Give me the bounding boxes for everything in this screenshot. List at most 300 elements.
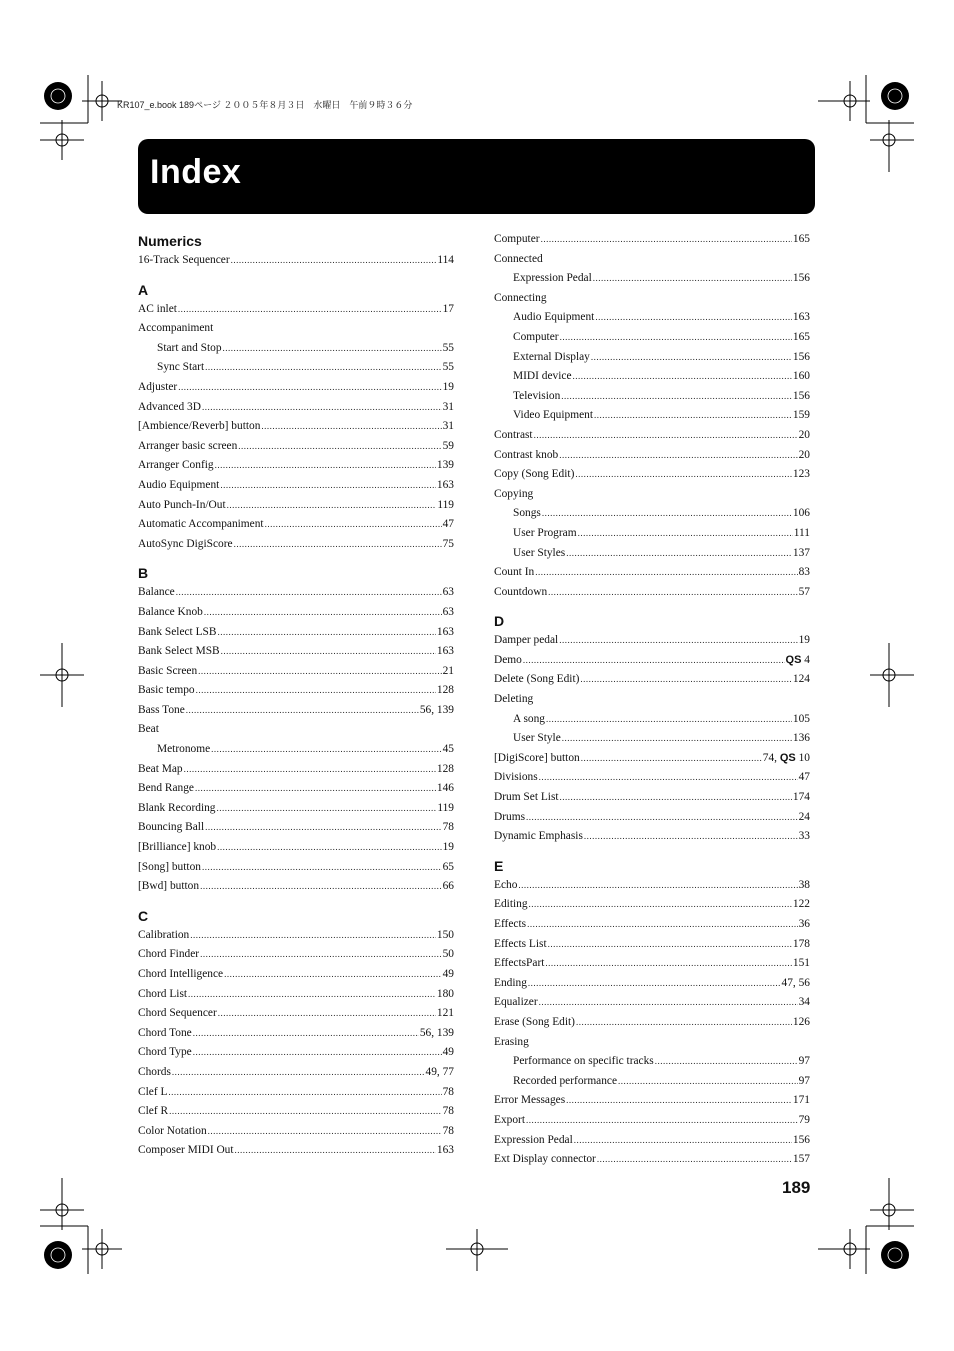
index-entry-term: Erasing bbox=[494, 1035, 529, 1048]
index-entry-term: Clef R bbox=[138, 1105, 169, 1118]
index-entry bbox=[494, 670, 810, 690]
index-entry-term: Chord Type bbox=[138, 1046, 192, 1059]
dot-leader bbox=[580, 670, 791, 690]
index-entry-page: 36 bbox=[798, 918, 810, 930]
dot-leader bbox=[529, 895, 792, 915]
dot-leader bbox=[535, 563, 797, 583]
dot-leader bbox=[575, 465, 792, 485]
index-entry-page: 106 bbox=[792, 507, 810, 520]
index-entry-term: Countdown bbox=[494, 585, 548, 598]
index-entry bbox=[494, 504, 810, 524]
index-entry-page: 136 bbox=[792, 732, 810, 745]
index-entry-page: 171 bbox=[792, 1094, 810, 1107]
dot-leader bbox=[172, 1063, 425, 1083]
index-entry bbox=[138, 535, 454, 555]
index-entry-page: 33 bbox=[798, 830, 810, 843]
dot-leader bbox=[576, 1013, 792, 1033]
index-entry bbox=[138, 515, 454, 535]
index-entry bbox=[138, 378, 454, 398]
dot-leader bbox=[265, 515, 442, 535]
index-entry-term: Ending bbox=[494, 976, 527, 989]
dot-leader bbox=[578, 524, 793, 544]
dot-leader bbox=[584, 827, 798, 847]
dot-leader bbox=[562, 729, 792, 749]
index-entry-term: Recorded performance bbox=[513, 1074, 618, 1087]
dot-leader bbox=[581, 749, 762, 769]
index-entry-term: Export bbox=[494, 1113, 526, 1126]
index-entry-page: 24 bbox=[798, 810, 810, 823]
index-column-right bbox=[494, 230, 810, 1170]
index-entry bbox=[138, 779, 454, 799]
index-entry-page: 139 bbox=[436, 459, 454, 472]
index-entry-page: 123 bbox=[792, 468, 810, 481]
index-entry bbox=[138, 251, 454, 271]
index-entry bbox=[494, 544, 810, 564]
file-header-text: KR107_e.book 189ページ ２００５年８月３日 水曜日 午前９時３６分 bbox=[117, 100, 413, 110]
index-entry bbox=[494, 1072, 810, 1092]
index-entry-term: Drum Set List bbox=[494, 791, 559, 804]
index-entry bbox=[494, 426, 810, 446]
dot-leader bbox=[591, 348, 792, 368]
index-entry-term: Contrast bbox=[494, 428, 533, 441]
dot-leader bbox=[190, 926, 436, 946]
index-entry-page: 34 bbox=[798, 996, 810, 1009]
index-entry bbox=[138, 1083, 454, 1103]
index-entry bbox=[494, 406, 810, 426]
index-entry-page: 121 bbox=[436, 1007, 454, 1020]
index-entry-page: 119 bbox=[437, 801, 454, 814]
dot-leader bbox=[573, 367, 792, 387]
index-entry bbox=[494, 583, 810, 603]
section-heading: D bbox=[494, 613, 505, 630]
dot-leader bbox=[534, 426, 798, 446]
index-entry-page: 55 bbox=[442, 341, 454, 354]
index-entry-page: 111 bbox=[793, 526, 810, 539]
dot-leader bbox=[205, 818, 441, 838]
index-entry bbox=[138, 319, 454, 339]
index-entry bbox=[494, 289, 810, 309]
index-entry bbox=[138, 945, 454, 965]
dot-leader bbox=[168, 1083, 441, 1103]
index-entry bbox=[138, 1102, 454, 1122]
index-entry-term: Chord Sequencer bbox=[138, 1007, 217, 1020]
index-entry-page: 31 bbox=[442, 400, 454, 413]
quick-start-label: QS bbox=[785, 653, 802, 666]
index-entry-page: 56, 139 bbox=[419, 1026, 454, 1039]
index-entry-term: AC inlet bbox=[138, 302, 177, 315]
section-heading: Numerics bbox=[138, 233, 202, 249]
index-entry-term: Connected bbox=[494, 252, 543, 265]
dot-leader bbox=[215, 456, 436, 476]
dot-leader bbox=[208, 1122, 442, 1142]
index-entry-term: Chord Tone bbox=[138, 1026, 192, 1039]
index-entry bbox=[138, 740, 454, 760]
index-entry-page: 163 bbox=[436, 625, 454, 638]
index-entry-term: Blank Recording bbox=[138, 801, 216, 814]
section-heading: E bbox=[494, 857, 504, 874]
index-entry bbox=[494, 446, 810, 466]
index-entry bbox=[494, 367, 810, 387]
index-entry bbox=[138, 603, 454, 623]
dot-leader bbox=[546, 710, 792, 730]
section-heading: B bbox=[138, 565, 149, 582]
index-entry-term: Composer MIDI Out bbox=[138, 1144, 234, 1157]
index-entry-page: 160 bbox=[792, 370, 810, 383]
index-entry bbox=[138, 496, 454, 516]
index-entry-page: 19 bbox=[442, 841, 454, 854]
index-entry-page: 128 bbox=[436, 762, 454, 775]
index-entry bbox=[138, 1141, 454, 1161]
dot-leader bbox=[231, 251, 437, 271]
dot-leader bbox=[618, 1072, 798, 1092]
index-entry-page: 45 bbox=[442, 743, 454, 756]
index-entry bbox=[138, 476, 454, 496]
dot-leader bbox=[541, 230, 792, 250]
dot-leader bbox=[527, 915, 798, 935]
index-entry bbox=[494, 1131, 810, 1151]
index-entry bbox=[494, 1013, 810, 1033]
dot-leader bbox=[234, 535, 442, 555]
index-entry-term: Expression Pedal bbox=[494, 1133, 573, 1146]
dot-leader bbox=[593, 269, 792, 289]
index-entry-page: 159 bbox=[792, 409, 810, 422]
dot-leader bbox=[198, 662, 441, 682]
index-entry bbox=[494, 1033, 810, 1053]
dot-leader bbox=[200, 877, 442, 897]
index-entry bbox=[494, 485, 810, 505]
index-entry-term: Balance Knob bbox=[138, 605, 203, 618]
index-entry-page: 78 bbox=[442, 821, 454, 834]
index-entry-page: 55 bbox=[442, 361, 454, 374]
index-entry-term: Performance on specific tracks bbox=[513, 1055, 654, 1068]
index-entry bbox=[494, 915, 810, 935]
index-entry bbox=[494, 631, 810, 651]
index-entry-term: Ext Display connector bbox=[494, 1153, 596, 1166]
index-entry-page: QS 4 bbox=[785, 653, 810, 666]
dot-leader bbox=[566, 544, 792, 564]
index-entry bbox=[494, 690, 810, 710]
index-entry bbox=[138, 1063, 454, 1083]
dot-leader bbox=[223, 339, 442, 359]
index-entry-term: [Song] button bbox=[138, 860, 201, 873]
dot-leader bbox=[211, 740, 441, 760]
dot-leader bbox=[539, 993, 798, 1013]
index-entry bbox=[494, 1111, 810, 1131]
dot-leader bbox=[560, 328, 792, 348]
index-entry bbox=[494, 250, 810, 270]
index-entry-page: 163 bbox=[436, 1144, 454, 1157]
index-entry-page: 66 bbox=[442, 880, 454, 893]
dot-leader bbox=[526, 1111, 798, 1131]
index-entry-page: 156 bbox=[792, 389, 810, 402]
index-entry-page: 63 bbox=[442, 586, 454, 599]
index-entry bbox=[138, 623, 454, 643]
index-entry bbox=[138, 1004, 454, 1024]
index-entry-term: Erase (Song Edit) bbox=[494, 1015, 575, 1028]
index-entry bbox=[138, 398, 454, 418]
index-entry-term: [DigiScore] button bbox=[494, 751, 580, 764]
index-entry-term: Computer bbox=[513, 330, 559, 343]
index-entry-page: 114 bbox=[437, 254, 454, 266]
index-entry bbox=[138, 701, 454, 721]
index-entry-term: Copy (Song Edit) bbox=[494, 468, 575, 481]
index-entry bbox=[138, 877, 454, 897]
index-entry bbox=[494, 993, 810, 1013]
index-entry-term: Balance bbox=[138, 586, 175, 599]
index-entry-term: MIDI device bbox=[513, 370, 572, 383]
index-entry-term: Metronome bbox=[157, 743, 211, 756]
page-title: Index bbox=[150, 153, 242, 191]
index-entry bbox=[138, 799, 454, 819]
index-entry-term: Arranger Config bbox=[138, 459, 214, 472]
index-entry bbox=[138, 858, 454, 878]
index-entry-page: 122 bbox=[792, 898, 810, 911]
index-entry bbox=[494, 729, 810, 749]
index-entry bbox=[494, 974, 810, 994]
dot-leader bbox=[574, 1131, 792, 1151]
index-entry-page: 150 bbox=[436, 928, 454, 941]
index-entry-page: 157 bbox=[792, 1153, 810, 1166]
index-entry bbox=[494, 269, 810, 289]
index-entry-page: 156 bbox=[792, 272, 810, 285]
index-entry-term: [Ambience/Reverb] button bbox=[138, 420, 261, 433]
index-entry-term: [Brilliance] knob bbox=[138, 841, 217, 854]
index-entry-term: [Bwd] button bbox=[138, 880, 200, 893]
index-entry-term: Calibration bbox=[138, 928, 190, 941]
index-entry bbox=[494, 895, 810, 915]
dot-leader bbox=[200, 945, 442, 965]
index-entry-term: Video Equipment bbox=[513, 409, 593, 422]
dot-leader bbox=[217, 838, 441, 858]
index-entry-term: Editing bbox=[494, 898, 528, 911]
dot-leader bbox=[193, 1024, 419, 1044]
index-entry bbox=[494, 788, 810, 808]
index-entry bbox=[138, 926, 454, 946]
index-entry-page: 151 bbox=[792, 957, 810, 970]
index-entry-term: Arranger basic screen bbox=[138, 439, 238, 452]
dot-leader bbox=[193, 1043, 442, 1063]
dot-leader bbox=[202, 858, 442, 878]
dot-leader bbox=[528, 974, 781, 994]
index-entry-page: 17 bbox=[442, 302, 454, 315]
index-entry bbox=[138, 1122, 454, 1142]
index-entry bbox=[494, 808, 810, 828]
dot-leader bbox=[221, 642, 436, 662]
index-entry-term: Audio Equipment bbox=[138, 478, 220, 491]
index-entry-term: Bend Range bbox=[138, 782, 194, 795]
dot-leader bbox=[178, 378, 441, 398]
index-entry-page: 97 bbox=[798, 1055, 810, 1068]
index-entry-term: Bank Select LSB bbox=[138, 625, 217, 638]
index-entry bbox=[138, 760, 454, 780]
index-entry-term: 16-Track Sequencer bbox=[138, 254, 230, 266]
index-entry bbox=[138, 681, 454, 701]
index-entry bbox=[138, 417, 454, 437]
index-entry-term: Bouncing Ball bbox=[138, 821, 205, 834]
dot-leader bbox=[526, 808, 798, 828]
dot-leader bbox=[217, 623, 435, 643]
dot-leader bbox=[186, 701, 419, 721]
index-entry-page: 56, 139 bbox=[419, 703, 454, 716]
index-entry-page: 78 bbox=[442, 1105, 454, 1118]
index-entry-term: Bank Select MSB bbox=[138, 645, 220, 658]
index-entry bbox=[494, 651, 810, 671]
index-entry-term: Adjuster bbox=[138, 380, 178, 393]
index-entry-page: 78 bbox=[442, 1124, 454, 1137]
dot-leader bbox=[559, 631, 797, 651]
index-entry bbox=[494, 563, 810, 583]
index-entry-page: 38 bbox=[798, 878, 810, 891]
index-entry-term: Contrast knob bbox=[494, 448, 559, 461]
dot-leader bbox=[597, 1150, 792, 1170]
index-entry bbox=[138, 456, 454, 476]
index-entry-page: 156 bbox=[792, 350, 810, 363]
index-entry-term: Effects List bbox=[494, 937, 547, 950]
index-entry-page: 59 bbox=[442, 439, 454, 452]
index-entry-page: 20 bbox=[798, 428, 810, 441]
index-entry bbox=[138, 838, 454, 858]
index-entry-term: Echo bbox=[494, 878, 518, 891]
index-entry bbox=[494, 1091, 810, 1111]
dot-leader bbox=[539, 768, 798, 788]
index-entry-term: Advanced 3D bbox=[138, 400, 201, 413]
index-entry-term: Count In bbox=[494, 566, 535, 579]
index-entry-term: Drums bbox=[494, 810, 526, 823]
index-entry bbox=[494, 876, 810, 896]
index-entry-term: Accompaniment bbox=[138, 322, 214, 335]
index-entry-page: 47 bbox=[798, 771, 810, 784]
index-entry-page: 20 bbox=[798, 448, 810, 461]
index-entry-page: 49 bbox=[442, 1046, 454, 1059]
dot-leader bbox=[238, 437, 441, 457]
index-entry bbox=[494, 1150, 810, 1170]
quick-start-label: QS bbox=[779, 751, 796, 764]
dot-leader bbox=[655, 1052, 798, 1072]
index-entry bbox=[138, 1024, 454, 1044]
index-entry bbox=[494, 465, 810, 485]
dot-leader bbox=[261, 417, 441, 437]
index-entry-term: Expression Pedal bbox=[513, 272, 592, 285]
index-entry-page: 79 bbox=[798, 1113, 810, 1126]
dot-leader bbox=[217, 799, 437, 819]
index-entry bbox=[138, 965, 454, 985]
dot-leader bbox=[169, 1102, 442, 1122]
index-entry-term: Demo bbox=[494, 653, 522, 666]
index-entry-term: Effects bbox=[494, 918, 527, 930]
index-entry-page: 50 bbox=[442, 948, 454, 961]
index-entry-page: 124 bbox=[792, 673, 810, 686]
index-entry-term: Basic Screen bbox=[138, 664, 198, 677]
index-entry-term: Color Notation bbox=[138, 1124, 207, 1137]
index-entry-page: 21 bbox=[442, 664, 454, 677]
index-entry-page: 57 bbox=[798, 585, 810, 598]
index-entry bbox=[138, 642, 454, 662]
index-entry-page: 49 bbox=[442, 968, 454, 980]
dot-leader bbox=[561, 387, 792, 407]
index-entry bbox=[494, 768, 810, 788]
index-entry-term: Delete (Song Edit) bbox=[494, 673, 580, 686]
index-entry bbox=[138, 437, 454, 457]
index-entry-term: Chords bbox=[138, 1065, 171, 1078]
dot-leader bbox=[595, 308, 792, 328]
index-entry bbox=[494, 328, 810, 348]
index-entry-page: 146 bbox=[436, 782, 454, 795]
index-entry-page: 47, 56 bbox=[781, 976, 810, 989]
index-entry-term: Damper pedal bbox=[494, 634, 559, 647]
index-entry-page: 163 bbox=[436, 645, 454, 658]
index-entry-page: 156 bbox=[792, 1133, 810, 1146]
index-entry-page: 78 bbox=[442, 1085, 454, 1098]
index-entry-page: 165 bbox=[792, 233, 810, 245]
index-entry-page: 83 bbox=[798, 566, 810, 579]
dot-leader bbox=[224, 965, 442, 985]
dot-leader bbox=[523, 651, 785, 671]
index-entry-term: Clef L bbox=[138, 1085, 168, 1098]
index-entry bbox=[494, 308, 810, 328]
dot-leader bbox=[195, 779, 436, 799]
index-entry-term: User Program bbox=[513, 526, 577, 539]
index-entry bbox=[138, 300, 454, 320]
index-entry bbox=[494, 749, 810, 769]
dot-leader bbox=[548, 583, 797, 603]
dot-leader bbox=[220, 476, 436, 496]
index-entry-page: 137 bbox=[792, 546, 810, 559]
dot-leader bbox=[178, 300, 442, 320]
index-entry-page: 163 bbox=[792, 311, 810, 324]
dot-leader bbox=[560, 788, 792, 808]
index-entry-page: 75 bbox=[442, 537, 454, 550]
index-entry-term: Dynamic Emphasis bbox=[494, 830, 583, 843]
index-entry bbox=[138, 985, 454, 1005]
dot-leader bbox=[235, 1141, 436, 1161]
index-entry-page: 63 bbox=[442, 605, 454, 618]
dot-leader bbox=[227, 496, 437, 516]
dot-leader bbox=[518, 876, 797, 896]
index-entry-page: 165 bbox=[792, 330, 810, 343]
index-entry-page: 65 bbox=[442, 860, 454, 873]
index-entry bbox=[138, 720, 454, 740]
index-entry-term: Bass Tone bbox=[138, 703, 185, 716]
index-entry bbox=[494, 387, 810, 407]
index-entry-page: 19 bbox=[442, 380, 454, 393]
index-entry bbox=[494, 827, 810, 847]
index-entry bbox=[138, 1043, 454, 1063]
index-entry-term: Chord Finder bbox=[138, 948, 200, 961]
index-entry-page: 105 bbox=[792, 712, 810, 725]
index-entry bbox=[494, 935, 810, 955]
index-entry-page: 178 bbox=[792, 937, 810, 950]
index-entry-page: 180 bbox=[436, 987, 454, 1000]
index-entry bbox=[494, 230, 810, 250]
index-entry-term: Connecting bbox=[494, 291, 547, 304]
index-entry-term: Automatic Accompaniment bbox=[138, 518, 264, 531]
index-entry-term: External Display bbox=[513, 350, 590, 363]
index-entry-page: 128 bbox=[436, 684, 454, 697]
dot-leader bbox=[594, 406, 792, 426]
index-entry bbox=[494, 1052, 810, 1072]
dot-leader bbox=[542, 504, 792, 524]
dot-leader bbox=[218, 1004, 436, 1024]
index-entry-page: 47 bbox=[442, 518, 454, 531]
dot-leader bbox=[566, 1091, 792, 1111]
index-column-left bbox=[138, 230, 454, 1161]
index-entry-page: 174 bbox=[792, 791, 810, 804]
index-entry-term: Error Messages bbox=[494, 1094, 566, 1107]
index-entry-term: Beat bbox=[138, 723, 159, 736]
index-entry-term: Computer bbox=[494, 233, 540, 245]
index-entry-term: Television bbox=[513, 389, 561, 402]
index-entry-term: Songs bbox=[513, 507, 541, 520]
